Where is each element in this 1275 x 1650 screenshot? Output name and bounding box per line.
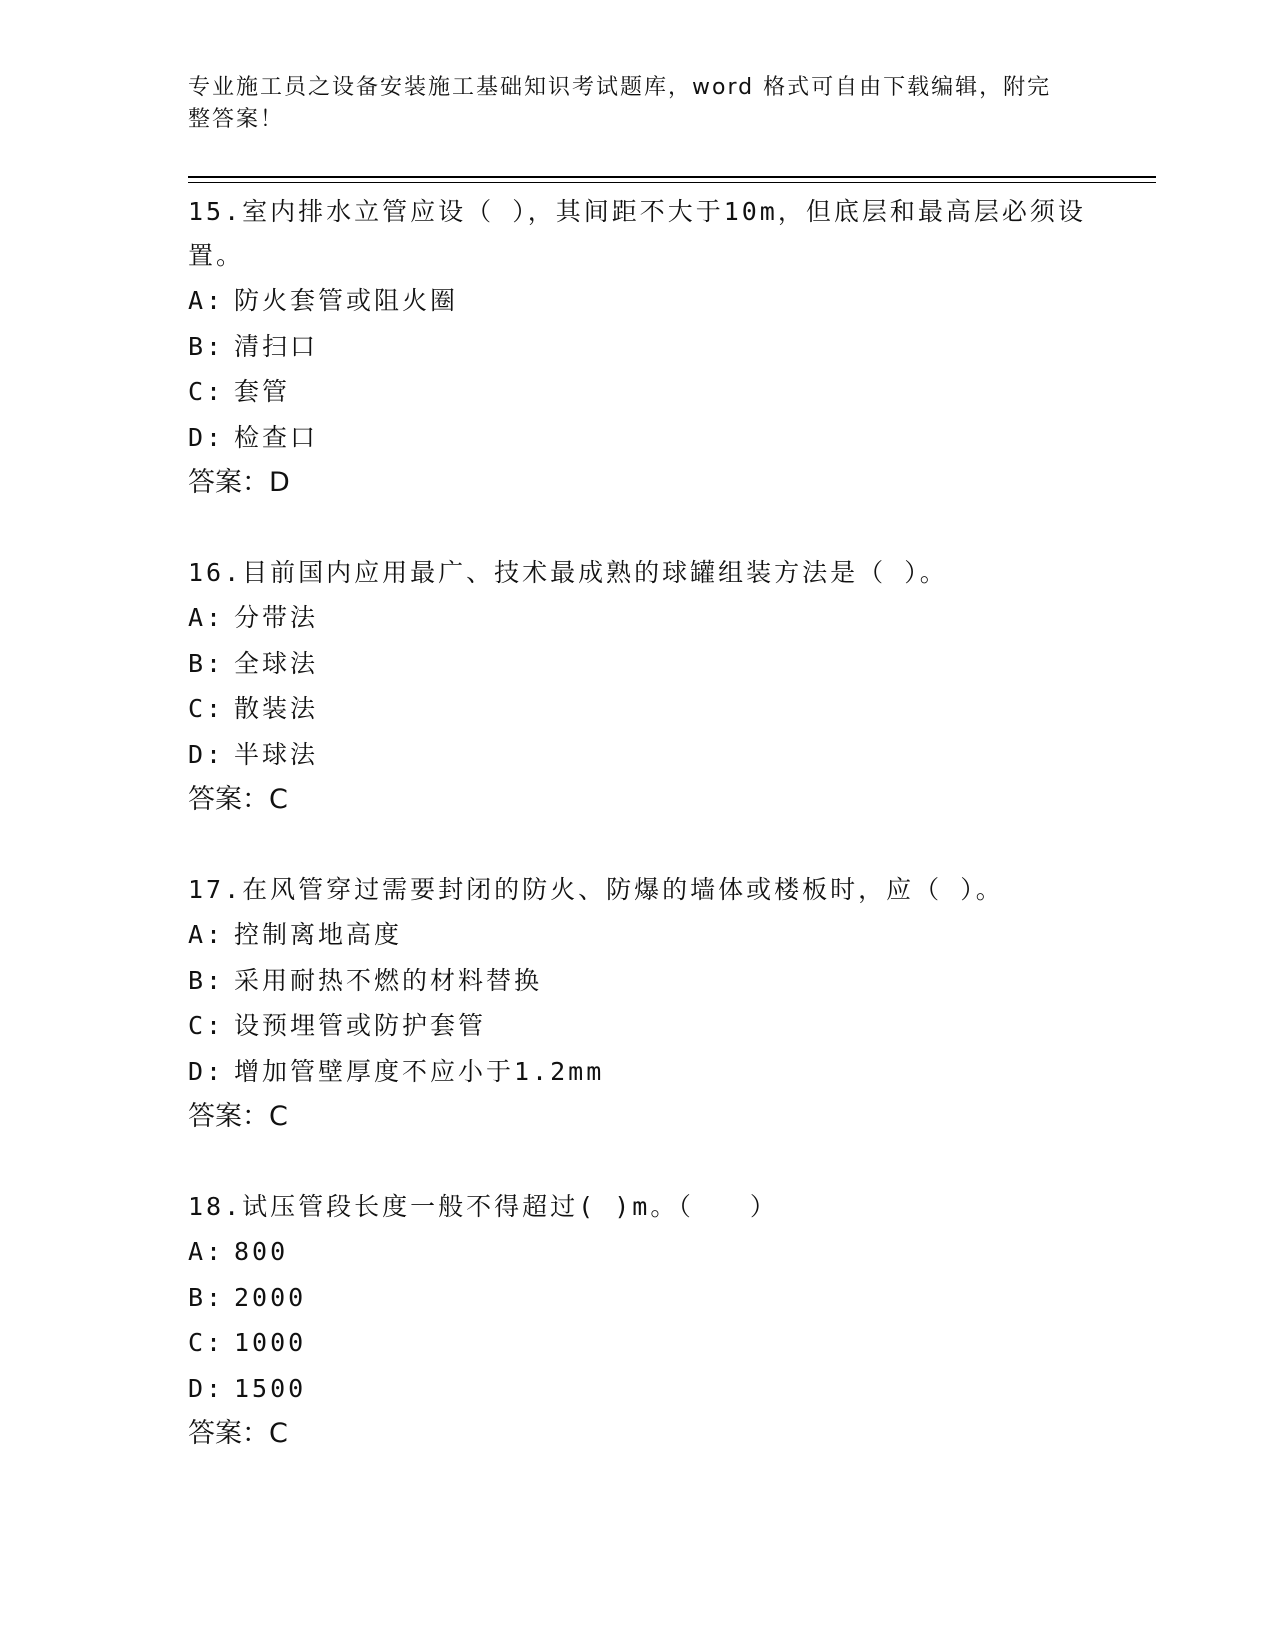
option-text: 800 [234, 1237, 289, 1266]
option-text: 散装法 [234, 694, 319, 723]
option-text: 设预埋管或防护套管 [234, 1011, 487, 1040]
document-header [188, 72, 1068, 136]
answer-text: 答案：D [188, 467, 290, 498]
answer-text: 答案：C [188, 1418, 288, 1449]
option-text: 套管 [234, 377, 291, 406]
option-a [188, 278, 1128, 324]
option-d [188, 732, 1128, 778]
question-16 [188, 551, 1128, 823]
option-a [188, 1229, 1128, 1275]
option-letter: A: [188, 286, 225, 315]
header-line-1: 专业施工员之设备安装施工基础知识考试题库，word 格式可自由下载编辑，附完 [188, 75, 1052, 100]
option-letter: B: [188, 965, 225, 995]
header-line-2: 整答案！ [188, 107, 285, 132]
option-text: 分带法 [234, 603, 319, 632]
question-text: 18.试压管段长度一般不得超过( )m。（ ） [188, 1192, 778, 1221]
option-b [188, 958, 1128, 1004]
question-text: 17.在风管穿过需要封闭的防火、防爆的墙体或楼板时，应（ ）。 [188, 875, 1004, 904]
option-d [188, 1366, 1128, 1412]
option-text: 采用耐热不燃的材料替换 [234, 965, 543, 995]
option-letter: C: [188, 694, 225, 723]
option-c [188, 1003, 1128, 1049]
option-b [188, 641, 1128, 687]
question-text: 16.目前国内应用最广、技术最成熟的球罐组装方法是（ ）。 [188, 558, 948, 587]
option-text: 2000 [234, 1282, 307, 1312]
header-divider-thick [188, 176, 1156, 178]
option-letter: D: [188, 422, 225, 452]
option-c [188, 369, 1128, 415]
option-text: 全球法 [234, 648, 319, 678]
option-letter: C: [188, 377, 225, 406]
question-18 [188, 1185, 1128, 1457]
option-text: 1500 [234, 1373, 307, 1403]
answer-text: 答案：C [188, 1101, 288, 1132]
option-a [188, 595, 1128, 641]
option-c [188, 686, 1128, 732]
question-list [188, 190, 1128, 1502]
option-text: 增加管壁厚度不应小于1.2mm [234, 1056, 605, 1086]
option-letter: C: [188, 1328, 225, 1357]
option-letter: C: [188, 1011, 225, 1040]
question-15 [188, 190, 1128, 506]
option-b [188, 324, 1128, 370]
option-letter: B: [188, 1282, 225, 1312]
option-a [188, 912, 1128, 958]
option-text: 检查口 [234, 422, 319, 452]
option-letter: A: [188, 603, 225, 632]
option-letter: B: [188, 331, 225, 361]
option-letter: D: [188, 1373, 225, 1403]
option-d [188, 415, 1128, 461]
answer-text: 答案：C [188, 784, 288, 815]
option-d [188, 1049, 1128, 1095]
option-text: 控制离地高度 [234, 920, 403, 949]
option-letter: D: [188, 739, 225, 769]
option-letter: A: [188, 1237, 225, 1266]
option-text: 半球法 [234, 739, 319, 769]
option-letter: B: [188, 648, 225, 678]
option-letter: D: [188, 1056, 225, 1086]
question-text: 15.室内排水立管应设（ ），其间距不大于10m，但底层和最高层必须设置。 [188, 197, 1086, 270]
header-divider-thin [188, 182, 1156, 183]
option-text: 清扫口 [234, 331, 319, 361]
option-b [188, 1275, 1128, 1321]
option-text: 1000 [234, 1328, 307, 1357]
option-letter: A: [188, 920, 225, 949]
question-17 [188, 868, 1128, 1140]
option-text: 防火套管或阻火圈 [234, 286, 459, 315]
option-c [188, 1320, 1128, 1366]
